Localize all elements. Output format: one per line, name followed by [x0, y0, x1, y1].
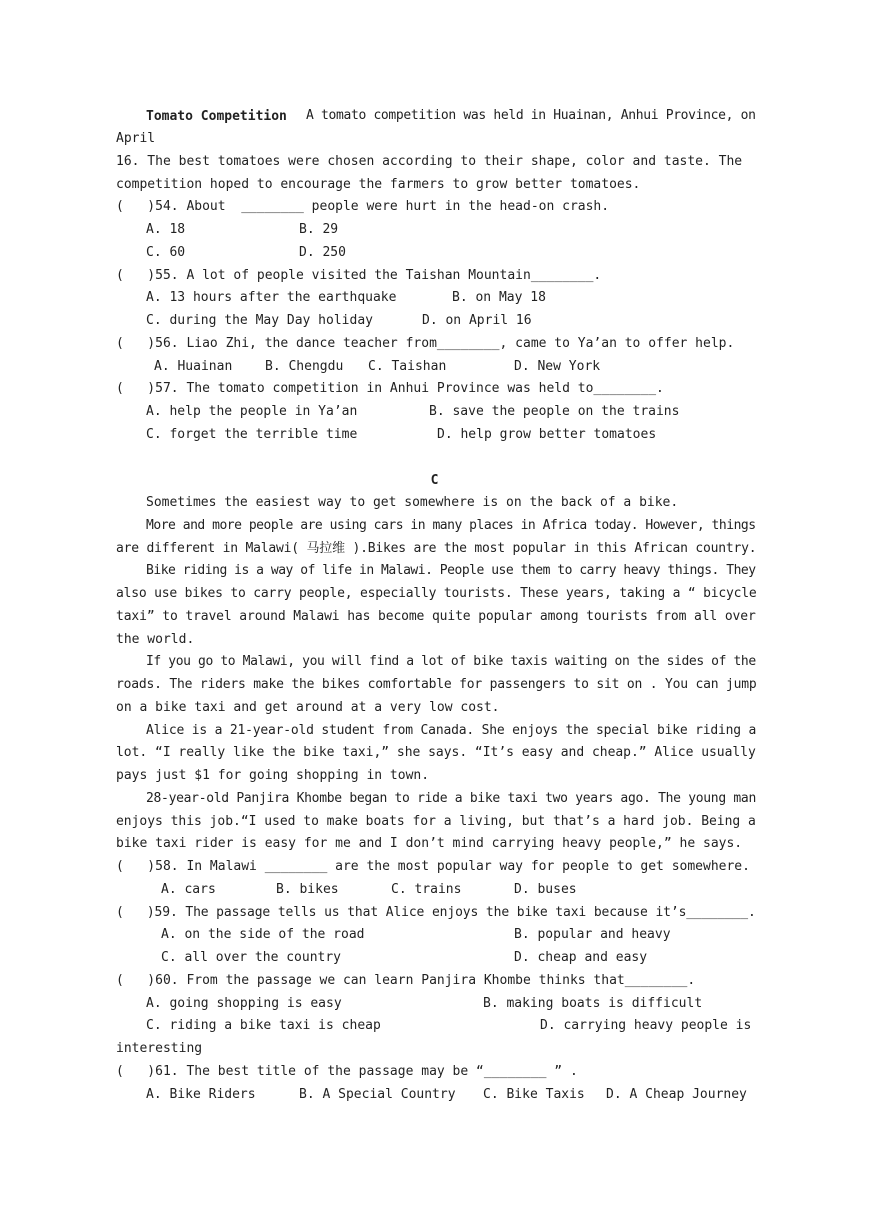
passage-line: Alice is a 21-year-old student from Canada. She enjoys the special bike riding a — [146, 723, 757, 738]
answer-option: A. cars — [161, 882, 216, 897]
answer-option: D. on April 16 — [422, 313, 532, 328]
question-stem: ( )56. Liao Zhi, the dance teacher from________, came to Ya’an to offer help. — [116, 336, 735, 351]
answer-option: A. Bike Riders — [146, 1087, 256, 1102]
passage-line: on a bike taxi and get around at a very low cost. — [116, 700, 500, 715]
answer-option: B. Chengdu — [265, 359, 344, 374]
answer-option: C. 60 — [146, 245, 186, 260]
question-stem: ( )55. A lot of people visited the Taishan Mountain________. — [116, 268, 602, 283]
answer-option: C. trains — [391, 882, 462, 897]
answer-option: D. carrying heavy people is — [540, 1018, 752, 1033]
question-stem: ( )57. The tomato competition in Anhui Province was held to________. — [116, 381, 664, 396]
question-stem: ( )54. About ________ people were hurt in the head-on crash. — [116, 199, 610, 214]
answer-option: B. bikes — [276, 882, 339, 897]
answer-option: B. A Special Country — [299, 1087, 456, 1102]
passage-line: If you go to Malawi, you will find a lot of bike taxis waiting on the sides of the — [146, 654, 756, 669]
tomato-paragraph-line: April — [116, 131, 156, 146]
answer-option: A. 13 hours after the earthquake — [146, 290, 397, 305]
answer-option: D. buses — [514, 882, 577, 897]
answer-option: C. all over the country — [161, 950, 342, 965]
tomato-title: Tomato Competition — [146, 109, 287, 124]
passage-line: Sometimes the easiest way to get somewhere is on the back of a bike. — [146, 495, 679, 510]
tomato-paragraph-line: competition hoped to encourage the farmers to grow better tomatoes. — [116, 177, 641, 192]
passage-line: enjoys this job.“I used to make boats for a living, but that’s a hard job. Being a — [116, 814, 756, 829]
passage-line: the world. — [116, 632, 195, 647]
answer-option: D. A Cheap Journey — [606, 1087, 747, 1102]
question-stem: ( )59. The passage tells us that Alice enjoys the bike taxi because it’s________. — [116, 905, 756, 920]
passage-line: also use bikes to carry people, especially tourists. These years, taking a “ bicycle — [116, 586, 757, 601]
passage-line: More and more people are using cars in many places in Africa today. However, things — [146, 518, 756, 533]
tomato-paragraph-line: 16. The best tomatoes were chosen according to their shape, color and taste. The — [116, 154, 743, 169]
answer-option: D. 250 — [299, 245, 346, 260]
passage-line: pays just $1 for going shopping in town. — [116, 768, 430, 783]
passage-line: Bike riding is a way of life in Malawi. People use them to carry heavy things. They — [146, 563, 756, 578]
passage-line: lot. “I really like the bike taxi,” she says. “It’s easy and cheap.” Alice usually — [116, 745, 756, 760]
passage-line: 28-year-old Panjira Khombe began to ride a bike taxi two years ago. The young man — [146, 791, 756, 806]
question-stem: ( )61. The best title of the passage may be “________ ” . — [116, 1064, 578, 1079]
answer-option: C. forget the terrible time — [146, 427, 358, 442]
answer-option: D. cheap and easy — [514, 950, 648, 965]
passage-line: bike taxi rider is easy for me and I don’t mind carrying heavy people,” he says. — [116, 836, 743, 851]
answer-option: A. 18 — [146, 222, 186, 237]
answer-option: C. Bike Taxis — [483, 1087, 585, 1102]
answer-option: B. 29 — [299, 222, 339, 237]
passage-line: roads. The riders make the bikes comfortable for passengers to sit on . You can jump — [116, 677, 757, 692]
question-stem: ( )60. From the passage we can learn Panjira Khombe thinks that________. — [116, 973, 696, 988]
section-heading: C — [430, 473, 439, 488]
answer-option: A. going shopping is easy — [146, 996, 342, 1011]
answer-option: B. making boats is difficult — [483, 996, 703, 1011]
answer-option: A. on the side of the road — [161, 927, 365, 942]
answer-option: C. riding a bike taxi is cheap — [146, 1018, 381, 1033]
question-stem: ( )58. In Malawi ________ are the most popular way for people to get somewhere. — [116, 859, 750, 874]
answer-option-continuation: interesting — [116, 1041, 203, 1056]
answer-option: B. popular and heavy — [514, 927, 671, 942]
passage-line: taxi” to travel around Malawi has become quite popular among tourists from all over — [116, 609, 756, 624]
answer-option: C. Taishan — [368, 359, 447, 374]
tomato-paragraph-line: A tomato competition was held in Huainan, Anhui Province, on — [306, 108, 756, 123]
passage-line: are different in Malawi( 马拉维 ).Bikes are the most popular in this African country. — [116, 541, 757, 556]
answer-option: B. on May 18 — [452, 290, 546, 305]
answer-option: A. help the people in Ya’an — [146, 404, 358, 419]
answer-option: B. save the people on the trains — [429, 404, 680, 419]
answer-option: A. Huainan — [154, 359, 233, 374]
answer-option: D. help grow better tomatoes — [437, 427, 657, 442]
answer-option: D. New York — [514, 359, 601, 374]
answer-option: C. during the May Day holiday — [146, 313, 373, 328]
